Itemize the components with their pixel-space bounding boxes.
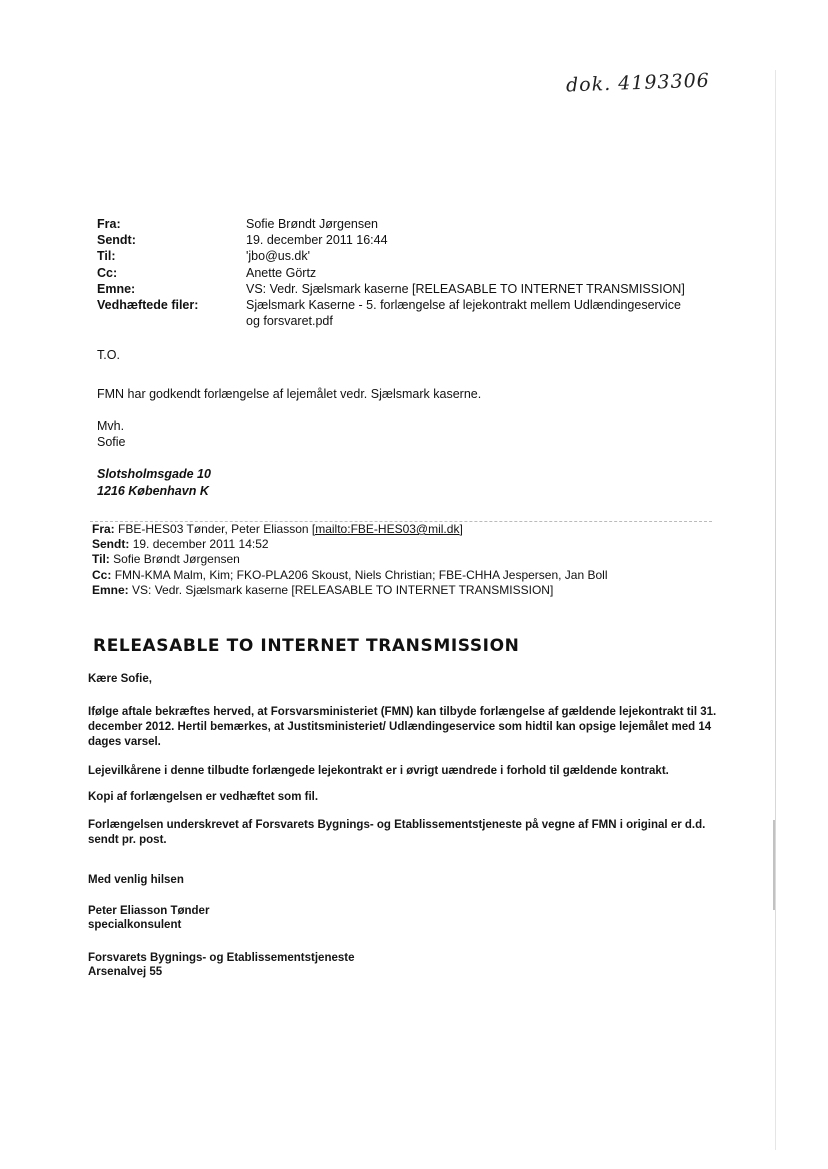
forwarded-from-row (92, 522, 608, 537)
header-attachments-label: Vedhæftede filer: (97, 298, 199, 313)
scan-edge-mark (773, 820, 775, 910)
forwarded-from-label: Fra: (92, 522, 115, 536)
header-from-row (97, 216, 696, 232)
forwarded-to-value: Sofie Brøndt Jørgensen (113, 552, 240, 567)
signature-name: Peter Eliasson Tønder (88, 905, 210, 917)
forwarded-from-value: FBE-HES03 Tønder, Peter Eliasson (118, 522, 309, 536)
forwarded-cc-label: Cc: (92, 567, 112, 582)
reply-signature: Sofie (97, 435, 126, 449)
forwarded-sent-label: Sendt: (92, 537, 130, 552)
forwarded-cc-row (92, 568, 608, 583)
forwarded-to-row (92, 552, 608, 567)
header-subject-value: VS: Vedr. Sjælsmark kaserne [RELEASABLE TO INTERNET TRANSMISSION] (246, 281, 685, 296)
reply-closing: Mvh. (97, 419, 125, 433)
header-cc-value: Anette Görtz (246, 265, 317, 280)
header-from-label: Fra: (97, 217, 121, 231)
body-closing: Med venlig hilsen (88, 874, 184, 886)
header-subject-row (97, 281, 696, 297)
forwarded-subject-label: Emne: (92, 582, 129, 597)
scan-edge-line (775, 70, 776, 1150)
address-line-2: 1216 København K (97, 484, 209, 498)
body-paragraph-4: Forlængelsen underskrevet af Forsvarets Bygnings- og Etablissementstjeneste på vegne af FMN i original er d.d. sendt pr. post. (88, 819, 706, 846)
header-to-value: 'jbo@us.dk' (246, 249, 311, 264)
forwarded-subject-row (92, 583, 608, 598)
header-attachments-value: Sjælsmark Kaserne - 5. forlængelse af lejekontrakt mellem Udlændingeservice og forsvaret.pdf (246, 298, 681, 329)
forwarded-mailto-link[interactable]: [mailto:FBE-HES03@mil.dk] (311, 522, 463, 536)
forwarded-header (92, 522, 608, 598)
header-to-row (97, 248, 696, 264)
body-greeting: Kære Sofie, (88, 673, 152, 685)
header-sent-label: Sendt: (97, 233, 136, 248)
header-cc-row (97, 265, 696, 281)
handwritten-document-number: dok. 4193306 (565, 69, 711, 97)
body-paragraph-3: Kopi af forlængelsen er vedhæftet som fil. (88, 791, 319, 803)
header-sent-value: 19. december 2011 16:44 (246, 233, 388, 248)
body-paragraph-2: Lejevilkårene i denne tilbudte forlængede lejekontrakt er i øvrigt uændrede i forhold til gældende kontrakt. (88, 765, 669, 777)
releasable-heading: RELEASABLE TO INTERNET TRANSMISSION (93, 636, 520, 656)
forwarded-sent-row (92, 537, 608, 552)
forwarded-cc-value: FMN-KMA Malm, Kim; FKO-PLA206 Skoust, Niels Christian; FBE-CHHA Jespersen, Jan Boll (114, 567, 608, 582)
header-from-value: Sofie Brøndt Jørgensen (246, 217, 379, 231)
header-attachments-row (97, 297, 696, 329)
reply-message: FMN har godkendt forlængelse af lejemålet vedr. Sjælsmark kaserne. (97, 387, 482, 401)
email-header (97, 216, 696, 329)
forwarded-sent-value: 19. december 2011 14:52 (132, 537, 269, 552)
header-sent-row (97, 232, 696, 248)
forwarded-to-label: Til: (92, 552, 110, 567)
body-paragraph-1: Ifølge aftale bekræftes herved, at Forsvarsministeriet (FMN) kan tilbyde forlængelse af gældende lejekontrakt til 31. december 2012. Hertil bemærkes, at Justitsministeriet/ Udlændingeservice som hidtil kan opsige lejemålet med 14 dages varsel. (88, 706, 717, 748)
reply-to-line: T.O. (97, 348, 120, 362)
header-subject-label: Emne: (97, 281, 136, 296)
address-line-1: Slotsholmsgade 10 (97, 467, 211, 481)
signature-title: specialkonsulent (88, 919, 182, 931)
header-cc-label: Cc: (97, 265, 118, 280)
organization-name: Forsvarets Bygnings- og Etablissementstjeneste (88, 952, 355, 964)
forwarded-subject-value: VS: Vedr. Sjælsmark kaserne [RELEASABLE TO INTERNET TRANSMISSION] (132, 582, 554, 597)
organization-street: Arsenalvej 55 (88, 966, 163, 978)
header-to-label: Til: (97, 249, 116, 264)
